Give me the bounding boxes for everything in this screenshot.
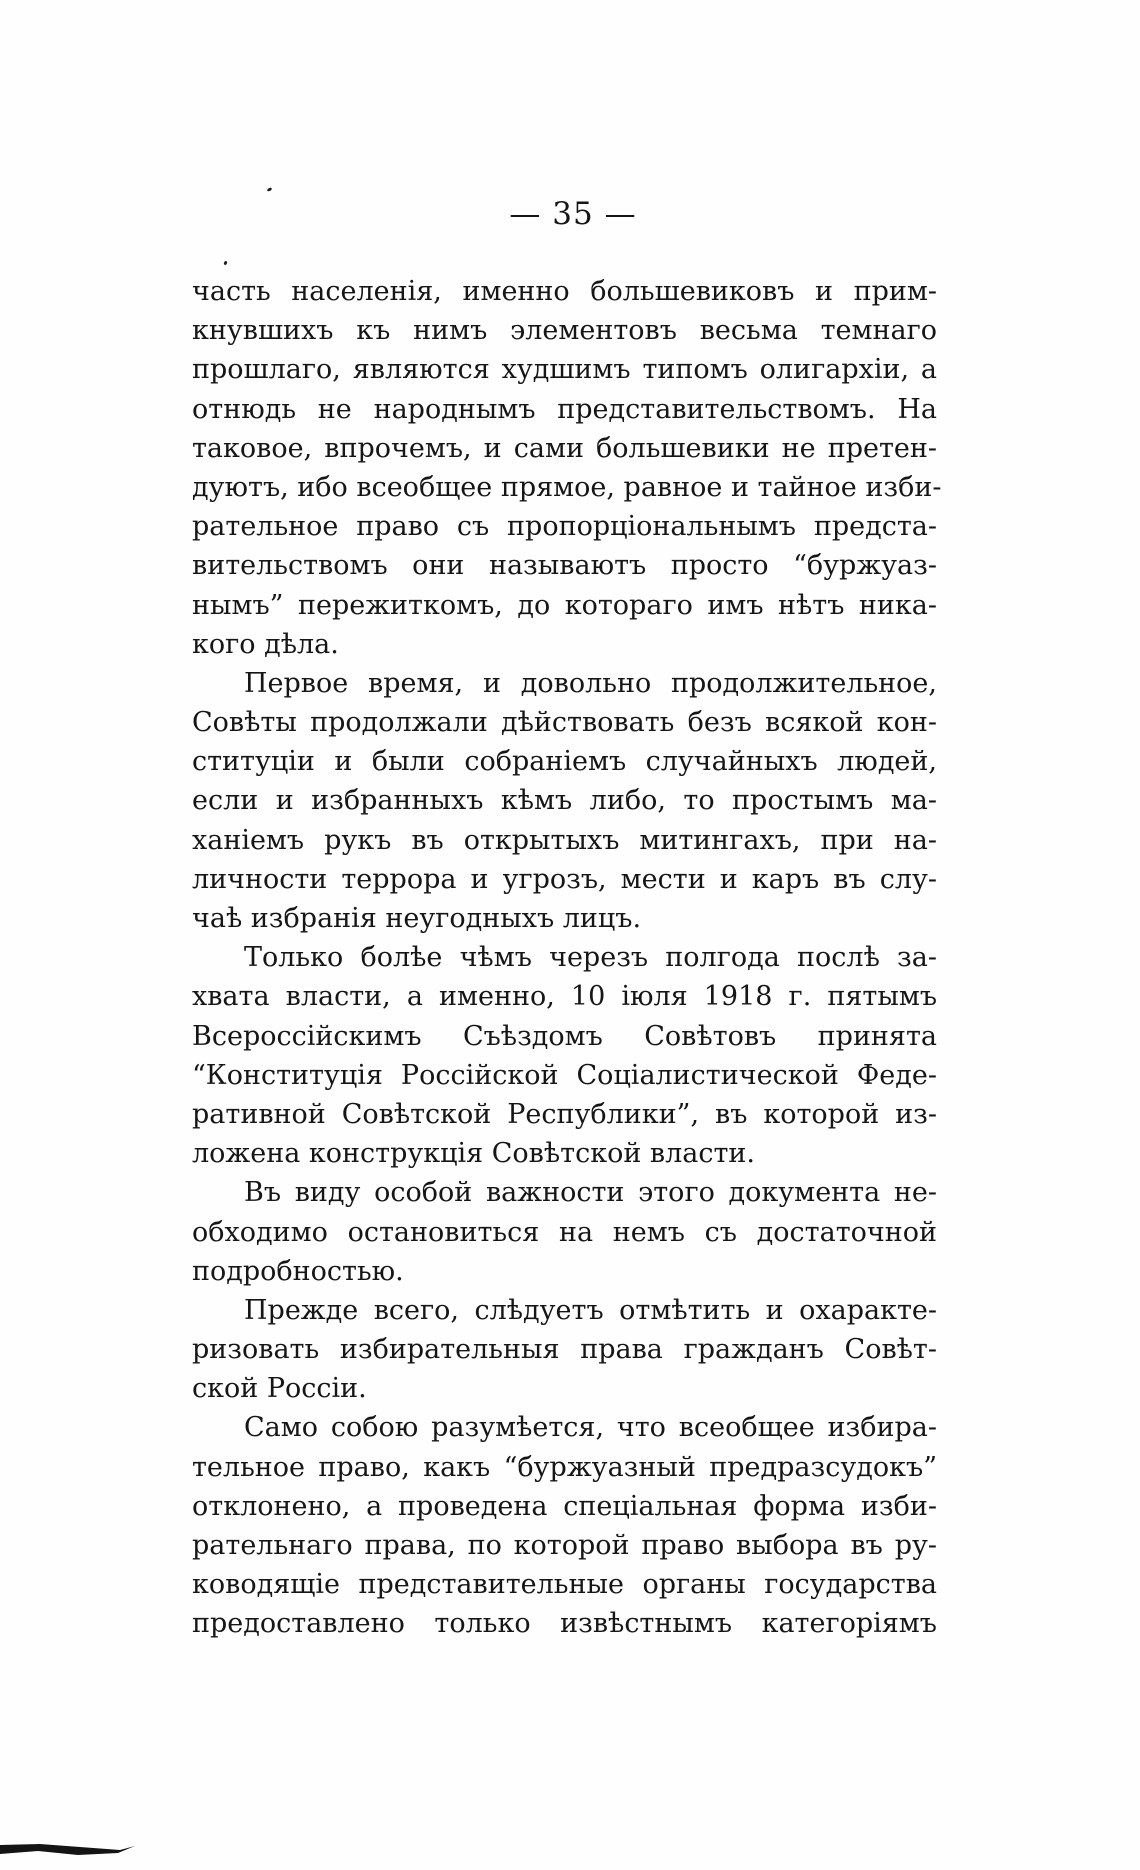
text-line: ризовать избирательныя права гражданъ Совѣт- — [192, 1334, 937, 1366]
text-line: предоставлено только извѣстнымъ категоріямъ — [192, 1608, 937, 1640]
text-line: ративной Совѣтской Республики”, въ которой из- — [192, 1098, 937, 1130]
text-line: дуютъ, ибо всеобщее прямое, равное и тайное изби- — [192, 471, 942, 503]
text-line: личности террора и угрозъ, мести и каръ въ слу- — [192, 863, 937, 895]
text-line: ководящіе представительные органы государства — [192, 1569, 937, 1601]
page-number: — 35 — — [509, 196, 637, 232]
ink-speck — [223, 261, 227, 266]
text-line: Само собою разумѣется, что всеобщее избира- — [244, 1412, 937, 1444]
text-line: рательное право съ пропорціональнымъ предста- — [192, 511, 937, 543]
text-line: Всероссійскимъ Съѣздомъ Совѣтовъ принята — [192, 1020, 937, 1052]
text-line: отклонено, а проведена спеціальная форма изби- — [192, 1490, 937, 1522]
text-line: Первое время, и довольно продолжительное, — [244, 667, 937, 699]
text-line: прошлаго, являются худшимъ типомъ олигархіи, а — [192, 354, 937, 386]
text-line: рательнаго права, по которой право выбора въ ру- — [192, 1530, 937, 1561]
text-line: “Конституція Россійской Соціалистической Феде- — [192, 1059, 937, 1091]
text-line: обходимо остановиться на немъ съ достаточной — [192, 1216, 937, 1248]
text-line: ханіемъ рукъ въ открытыхъ митингахъ, при на- — [192, 824, 937, 856]
text-line: ской Россіи. — [192, 1373, 367, 1405]
text-line: вительствомъ они называютъ просто “буржуаз- — [192, 550, 937, 582]
text-line: если и избранныхъ кѣмъ либо, то простымъ ма- — [192, 785, 937, 817]
text-line: таковое, впрочемъ, и сами большевики не претен- — [192, 432, 937, 464]
text-line: Прежде всего, слѣдуетъ отмѣтить и охаракте- — [244, 1294, 937, 1326]
text-line: Въ виду особой важности этого документа не- — [244, 1177, 937, 1209]
ink-speck — [267, 187, 273, 192]
text-line: отнюдь не народнымъ представительствомъ. На — [192, 393, 937, 425]
text-line: чаѣ избранія неугодныхъ лицъ. — [192, 903, 642, 934]
text-line: кого дѣла. — [192, 628, 339, 660]
text-line: ституціи и были собраніемъ случайныхъ людей, — [192, 746, 937, 778]
text-line: нымъ” пережиткомъ, до котораго имъ нѣтъ никa- — [192, 589, 937, 621]
scan-edge-mark — [0, 1836, 135, 1858]
text-line: часть населенія, именно большевиковъ и прим- — [192, 276, 937, 307]
text-line: хвата власти, а именно, 10 іюля 1918 г. пятымъ — [192, 981, 937, 1013]
text-line: Только болѣе чѣмъ черезъ полгода послѣ за- — [244, 942, 937, 974]
text-line: тельное право, какъ “буржуазный предразсудокъ” — [192, 1451, 937, 1483]
text-line: Совѣты продолжали дѣйствовать безъ всякой кон- — [192, 707, 937, 739]
body-text — [192, 272, 942, 1644]
text-line: ложена конструкція Совѣтской власти. — [192, 1138, 755, 1170]
text-line: кнувшихъ къ нимъ элементовъ весьма темнаго — [192, 315, 937, 347]
text-line: подробностью. — [192, 1255, 404, 1287]
